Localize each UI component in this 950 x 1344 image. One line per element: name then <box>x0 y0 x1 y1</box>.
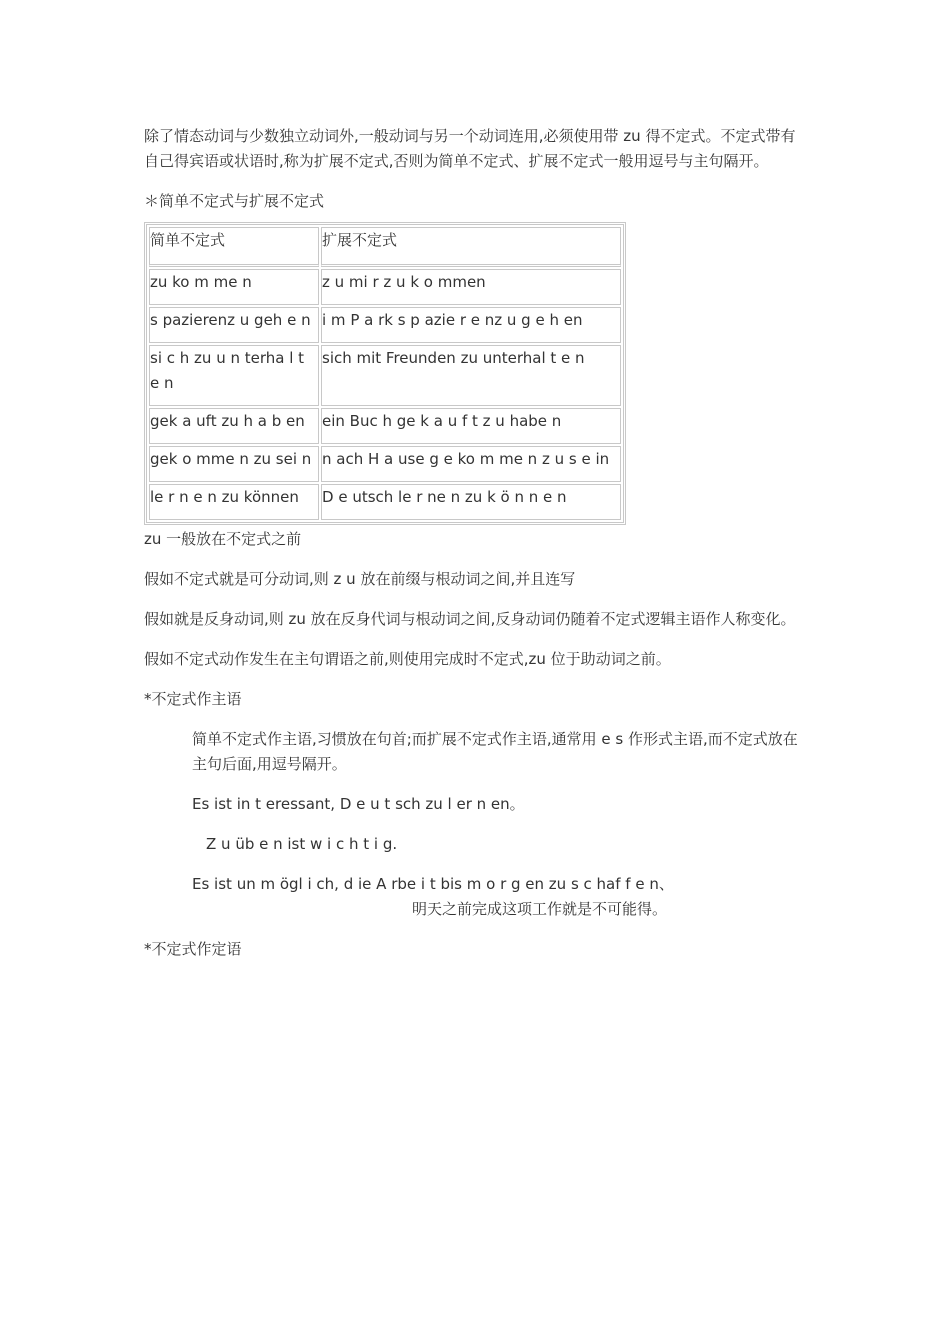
section-title-infinitive: ＊简单不定式与扩展不定式 <box>144 192 325 210</box>
table-cell: gek a uft zu h a b en <box>149 408 319 444</box>
header-simple-infinitive: 简单不定式 <box>149 227 319 267</box>
table-cell: z u mi r z u k o mmen <box>321 269 621 305</box>
table-row <box>149 345 621 406</box>
example-translation-3 <box>144 897 804 922</box>
table-row <box>149 408 621 444</box>
example-sentence-3: Es ist un m ögl i ch, d ie A rbe i t bis m o r g en zu s c haf f e n、 <box>192 875 674 893</box>
table-row <box>149 446 621 482</box>
table-row <box>149 307 621 343</box>
table-cell: le r n e n zu können <box>149 484 319 520</box>
table-cell: n ach H a use g e ko m me n z u s e in <box>321 446 621 482</box>
table-cell: ein Buc h ge k a u f t z u habe n <box>321 408 621 444</box>
section-title-attribute: *不定式作定语 <box>144 940 242 958</box>
note-reflexive-verb: 假如就是反身动词,则 zu 放在反身代词与根动词之间,反身动词仍随着不定式逻辑主语作人称变化。 <box>144 610 796 628</box>
header-extended-infinitive: 扩展不定式 <box>321 227 621 267</box>
table-cell: zu ko m me n <box>149 269 319 305</box>
table-cell: sich mit Freunden zu unterhal t e n <box>321 345 621 406</box>
table-cell: gek o mme n zu sei n <box>149 446 319 482</box>
note-separable-verb: 假如不定式就是可分动词,则 z u 放在前缀与根动词之间,并且连写 <box>144 570 576 588</box>
table-cell: D e utsch le r ne n zu k ö n n e n <box>321 484 621 520</box>
subject-description: 简单不定式作主语,习惯放在句首;而扩展不定式作主语,通常用 e s 作形式主语,而不定式放在主句后面,用逗号隔开。 <box>192 730 798 773</box>
note-perfect-infinitive: 假如不定式动作发生在主句谓语之前,则使用完成时不定式,zu 位于助动词之前。 <box>144 650 671 668</box>
note-zu-position: zu 一般放在不定式之前 <box>144 530 302 548</box>
document-page <box>144 124 804 962</box>
infinitive-table <box>144 222 626 525</box>
intro-paragraph: 除了情态动词与少数独立动词外,一般动词与另一个动词连用,必须使用带 zu 得不定式。不定式带有自己得宾语或状语时,称为扩展不定式,否则为简单不定式、扩展不定式一般用逗号与主句隔开。 <box>144 127 796 170</box>
table-row <box>149 484 621 520</box>
table-cell: i m P a rk s p azie r e nz u g e h en <box>321 307 621 343</box>
translation-text: 明天之前完成这项工作就是不可能得。 <box>412 900 668 918</box>
example-sentence-1: Es ist in t eressant, D e u t sch zu l er n en。 <box>192 795 525 813</box>
example-sentence-2: Z u üb e n ist w i c h t i g. <box>206 835 398 853</box>
table-cell: s pazierenz u geh e n <box>149 307 319 343</box>
table-cell: si c h zu u n terha l t e n <box>149 345 319 406</box>
section-title-subject: *不定式作主语 <box>144 690 242 708</box>
table-header-row <box>149 227 621 267</box>
table-row <box>149 269 621 305</box>
